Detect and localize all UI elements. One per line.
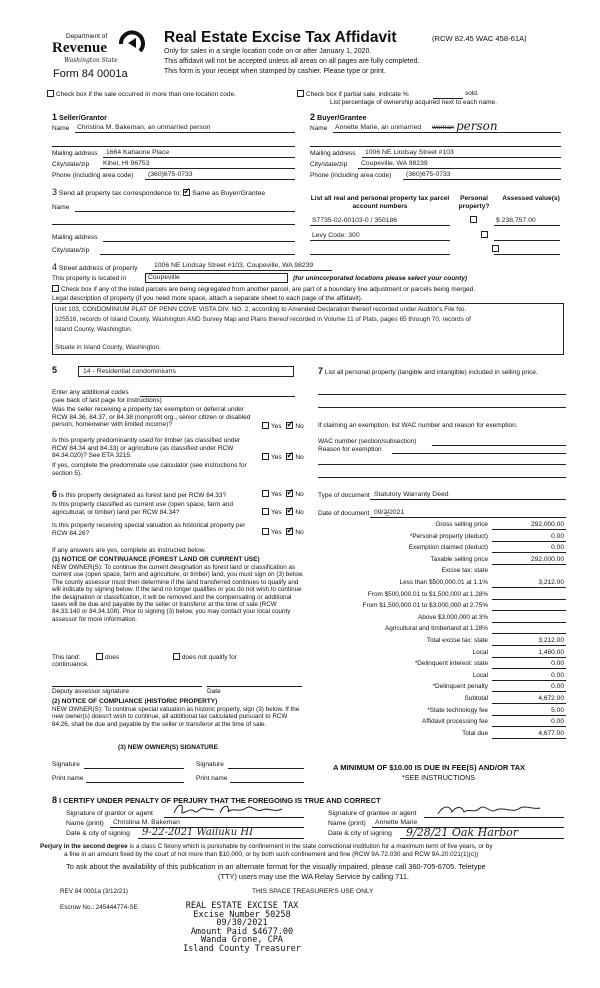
seller-mailing: 1664 Kahaone Place — [106, 149, 170, 156]
q-forest-yes-checkbox[interactable] — [262, 490, 269, 497]
grantee-name-label: Name (print) — [328, 820, 366, 827]
section4-street-label: Street address of property — [58, 265, 138, 272]
tax-row-label: *Delinquent penalty — [432, 683, 488, 691]
tax-row-label: Affidavit processing fee — [422, 718, 488, 726]
segregated-checkbox[interactable] — [52, 285, 59, 292]
tax-row-value[interactable]: 0.00 — [492, 660, 566, 669]
tax-row — [318, 695, 566, 706]
q-historic: Is this property receiving special valuation as historical property per RCW 84.26? — [52, 522, 246, 537]
header-note-1: Only for sales in a single location code on or after January 1, 2020. — [164, 48, 372, 55]
tax-row — [318, 544, 566, 555]
tax-row — [318, 660, 566, 671]
same-as-buyer-label: Same as Buyer/Grantee — [192, 190, 266, 197]
tax-row-value[interactable]: 1,460.00 — [492, 649, 566, 658]
not-qualify-label: does not qualify for — [181, 654, 237, 661]
stamp-line-4: Amount Paid $4677.00 — [190, 926, 294, 937]
header-note-2: This affidavit will not be accepted unless all areas on all pages are fully completed. — [164, 58, 420, 65]
buyer-mailing-label: Mailing address — [310, 150, 356, 157]
deputy-date-label: Date — [207, 688, 221, 695]
located-select[interactable] — [145, 273, 288, 283]
q-historic-no-checkbox[interactable] — [286, 528, 293, 535]
additional-codes-label: Enter any additional codes — [52, 389, 129, 396]
new-owner-signature-title: (3) NEW OWNER(S) SIGNATURE — [118, 744, 218, 751]
tax-row-value[interactable]: 3,212.00 — [492, 579, 566, 588]
no-label: No — [295, 454, 304, 461]
tax-row-label: Subtotal — [464, 695, 488, 702]
seller-name: Christina M. Bakeman, an unmarried person — [77, 124, 211, 131]
buyer-phone: (360)675-0733 — [406, 171, 451, 178]
tax-row-label: Gross selling price — [435, 521, 488, 528]
property-address: 1006 NE Lindsay Street #103, Coupeville, WA 98239 — [154, 262, 314, 269]
q-forest-answer[interactable] — [262, 490, 304, 498]
grantor-signature-icon — [170, 801, 290, 819]
parcel-1: S7735-02-00103-0 / 350186 — [312, 217, 398, 224]
reason-field[interactable] — [392, 453, 566, 454]
segregated-check[interactable] — [52, 285, 475, 293]
multi-location-check[interactable] — [47, 90, 236, 98]
tax-row-label: Agricultural and timberland at 1.28% — [384, 625, 488, 633]
personal-col-header: Personal property? — [458, 195, 490, 210]
section3-city-label: City/state/zip — [52, 247, 90, 254]
segregated-label: Check box if any of the listed parcels are being segregated from another parcel, are part of a boundary line adjustment or parcels being merged. — [61, 286, 476, 293]
q-exemption-no-checkbox[interactable] — [286, 422, 293, 429]
section8-num: 8 — [52, 795, 58, 805]
doc-date-label: Date of document — [318, 510, 370, 517]
minimum-fee-note: A MINIMUM OF $10.00 IS DUE IN FEE(S) AND/OR TAX — [333, 763, 526, 772]
tax-row-value[interactable]: 0.00 — [492, 544, 566, 553]
section3-num: 3 — [52, 187, 58, 197]
perjury-line-2: a fine in an amount fixed by the court of not more than $10,000, or by both such confinement and fine (RCW 9A.72.030 and RCW 9A.20.021(1)(c)) — [64, 851, 479, 858]
partial-sale-label: Check box if partial sale, indicate % — [306, 91, 409, 98]
tax-row-value[interactable]: 292,000.00 — [492, 521, 566, 530]
form-number: Form 84 0001a — [53, 68, 128, 80]
buyer-heading-label: Buyer/Grantee — [317, 113, 367, 122]
tax-row — [318, 533, 566, 544]
tax-row-value[interactable]: 5.00 — [492, 707, 566, 716]
does-label: does — [105, 654, 120, 661]
tax-row-label: *Delinquent interest: state — [414, 660, 488, 668]
no-label: No — [295, 491, 304, 498]
certify-text: I CERTIFY UNDER PENALTY OF PERJURY THAT THE FOREGOING IS TRUE AND CORRECT — [59, 796, 381, 805]
yes-label: Yes — [271, 491, 282, 498]
tax-row — [318, 556, 566, 567]
tax-row — [318, 579, 566, 590]
tax-row-label: Total excise tax: state — [426, 637, 488, 644]
wac-label: WAC number (section/subsection) — [318, 438, 417, 445]
partial-sale-check[interactable] — [297, 90, 409, 98]
see-instructions-note: *SEE INSTRUCTIONS — [402, 773, 476, 782]
reason-label: Reason for exemption — [318, 446, 382, 453]
revenue-logo-icon — [118, 30, 146, 56]
tax-row — [318, 521, 566, 532]
same-as-buyer-checkbox[interactable] — [183, 189, 190, 196]
section7-label: List all personal property (tangible and intangible) included in selling price. — [324, 369, 538, 376]
tax-row-label: Taxable selling price — [430, 555, 488, 563]
section7-text — [318, 367, 566, 377]
notice-continuance-body: NEW OWNER(S): To continue the current designation as forest land or classification as current use (open space, farm and agriculture, or timber) land, you must sign on (3) below. The county assessor must then determine if the land transferred continues to qualify and will indicate by signing below. If the land no longer qualifies or you do not wish to continue the designation or classification, it will be removed and the compensating or additional taxes will be due and payable by the seller or transferor at the time of sale (RCW 84.33.140 or 84.34.108). Prior to signing (3) below, you may contact your local county assessor for more information. — [52, 564, 304, 623]
grantor-print-name: Christina M. Bakeman — [113, 819, 180, 826]
rev-number: REV 84 0001a (3/12/21) — [60, 888, 128, 895]
does-not-qualify-checkbox[interactable] — [173, 653, 180, 660]
buyer-name-handwritten: person — [456, 119, 498, 133]
q-current-use-answer[interactable] — [262, 508, 304, 516]
dept-state: Washington State — [64, 57, 118, 64]
multi-location-checkbox[interactable] — [47, 90, 54, 97]
land-use-code: 14 - Residential condominiums — [83, 368, 176, 375]
section3-name-label: Name — [52, 204, 70, 211]
yes-label: Yes — [271, 509, 282, 516]
tax-row-label: *Personal property (deduct) — [409, 532, 488, 540]
form-title: Real Estate Excise Tax Affidavit — [164, 29, 397, 46]
tax-row — [318, 591, 566, 602]
tax-row-value[interactable] — [492, 614, 566, 623]
tax-row — [318, 718, 566, 729]
q-timber: Is this property predominantly used for timber (as classified under RCW 84.34 and 84.33) or agriculture (as classified under RCW 84.34.020)? See ETA 3215. — [52, 437, 241, 459]
tax-row-value[interactable] — [492, 591, 566, 600]
q-historic-yes-checkbox[interactable] — [262, 528, 269, 535]
section5-num: 5 — [52, 365, 58, 375]
no-label: No — [295, 509, 304, 516]
buyer-mailing: 1006 NE Lindsay Street #103 — [365, 149, 454, 156]
escrow-number: Escrow No.: 245444774-SE — [60, 904, 138, 911]
buyer-heading — [310, 112, 367, 122]
claim-exemption-label: If claiming an exemption, list WAC number and reason for exemption. — [318, 422, 518, 429]
tax-row-value[interactable]: 0.00 — [492, 683, 566, 692]
tax-row — [318, 649, 566, 660]
seller-heading-label: Seller/Grantor — [59, 113, 107, 122]
tax-row-label: Excise tax: state — [441, 567, 488, 575]
owner-signature-2-label: Signature — [196, 761, 224, 768]
legal-description-box[interactable] — [52, 303, 564, 355]
q-timber-note: If yes, complete the predominate use calculator (see instructions for section 5). — [52, 462, 247, 477]
tax-row — [318, 730, 566, 741]
list-percentage-note: List percentage of ownership acquired next to each name. — [330, 99, 497, 106]
seller-heading-num: 1 — [52, 112, 58, 122]
q-exemption: Was the seller receiving a property tax exemption or deferral under RCW 84.36, 84.37, or 84.38 (nonprofit org., senior citizen or disabled person, homeowner with limited income)? — [52, 406, 251, 428]
section4-num: 4 — [52, 262, 58, 272]
yes-label: Yes — [271, 454, 282, 461]
legal-line-1: Unit 103, CONDOMINIUM PLAT OF PENN COVE VISTA DIV. NO. 2, according to Amended Declaration thereof recorded under Auditor's File No. — [55, 306, 467, 313]
grantee-print-name: Annette Marie — [375, 819, 418, 826]
tax-row — [318, 567, 566, 578]
deputy-signature-label: Deputy assessor signature — [52, 688, 129, 695]
tax-row — [318, 602, 566, 613]
owner-print-2-line[interactable] — [230, 782, 304, 783]
tax-row-label: From $500,000.01 to $1,500,000 at 1.28% — [367, 590, 488, 598]
tax-row-value[interactable]: 0.00 — [492, 672, 566, 681]
tax-row-label: *State technology fee — [427, 706, 488, 714]
grantor-name-label: Name (print) — [66, 820, 104, 827]
tax-row — [318, 614, 566, 625]
parcel-1-personal-checkbox[interactable] — [470, 216, 477, 223]
owner-print-2-label: Print name — [196, 775, 228, 782]
if-any-yes: If any answers are yes, complete as instructed below. — [52, 547, 206, 554]
grantee-signature-icon — [434, 802, 544, 818]
seller-heading — [52, 112, 107, 122]
tax-row-label: Less than $500,000.01 at 1.1% — [399, 579, 488, 586]
yes-label: Yes — [271, 529, 282, 536]
grantee-date-city: 9/28/21 Oak Harbor — [406, 826, 518, 839]
tax-row — [318, 683, 566, 694]
notice-compliance-body: NEW OWNER(S): To continue special valuation as historic property, sign (3) below. If the new owner(s) doesn't wish to continue, all additional tax calculated pursuant to RCW 84.26, shall be due and payable by the seller or transferor at the time of sale. — [52, 706, 300, 728]
tax-row-value[interactable] — [492, 602, 566, 611]
additional-codes-note: (see back of last page for instructions) — [52, 397, 162, 404]
tax-row — [318, 637, 566, 648]
legal-line-2: 325516, records of Island County, Washington AND Survey Map and Plans thereof recorded in Volume 11 of Plats, pages 65 through 70, records of — [55, 316, 471, 323]
tax-row-label: Exemption claimed (deduct) — [408, 544, 488, 552]
q-timber-answer[interactable] — [262, 453, 304, 461]
q-current-use-yes-checkbox[interactable] — [262, 508, 269, 515]
tax-row-value[interactable]: 3,212.00 — [492, 637, 566, 646]
seller-name-label: Name — [52, 125, 70, 132]
section3-mailing-label: Mailing address — [52, 234, 98, 241]
q-forest-no-checkbox[interactable] — [286, 490, 293, 497]
wac-field[interactable] — [432, 445, 566, 446]
q-forest-label: Is this property designated as forest land per RCW 84.33? — [58, 492, 227, 499]
q-exemption-yes-checkbox[interactable] — [262, 422, 269, 429]
dept-name: Revenue — [52, 40, 107, 56]
q-forest — [52, 489, 226, 499]
buyer-city: Coupeville, WA 98239 — [361, 160, 428, 167]
seller-phone: (360)675-0733 — [148, 171, 193, 178]
q-exemption-answer[interactable] — [262, 422, 304, 430]
grantor-date-city: 9-22-2021 Wailuku HI — [142, 827, 254, 838]
section4-label — [52, 262, 138, 272]
header-note-3: This form is your receipt when stamped by cashier. Please type or print. — [164, 68, 386, 75]
q-timber-yes-checkbox[interactable] — [262, 453, 269, 460]
parcel-1-value: $ 238,757.00 — [496, 217, 536, 224]
accessibility-line-1: To ask about the availability of this publication in an alternate format for the visually impaired, please call 360-705-6705. Teletype — [66, 862, 486, 871]
doc-date-value: 09/2̶̲/2021 — [374, 509, 405, 516]
tax-row-value[interactable] — [492, 625, 566, 634]
tax-row — [318, 707, 566, 718]
seller-city: Kihei, HI 96753 — [103, 160, 150, 167]
this-land-row — [52, 653, 237, 661]
buyer-name-label: Name — [310, 125, 328, 132]
notice-compliance-title: (2) NOTICE OF COMPLIANCE (HISTORIC PROPERTY) — [52, 698, 218, 705]
legal-desc-label: Legal description of property (if you need more space, attach a separate sheet to each page of the affidavit). — [52, 295, 363, 302]
parcel-col-header: List all real and personal property tax parcel account numbers — [310, 195, 450, 210]
stamp-line-3: 09/30/2021 — [216, 918, 268, 929]
tax-row-label: Total due — [462, 729, 488, 737]
tax-row-label: Local — [472, 671, 488, 679]
treasurer-stamp — [172, 902, 312, 954]
unincorporated-note: (for unincorporated locations please select your county) — [293, 275, 468, 282]
rcw-reference: (RCW 82.45 WAC 458-61A) — [432, 34, 527, 43]
dept-line: Department of — [66, 33, 108, 40]
grantee-date-label: Date & city of signing — [328, 830, 392, 837]
continuance-label: continuance. — [52, 661, 89, 668]
owner-signature-2-line[interactable] — [228, 768, 304, 769]
tax-row-value[interactable]: 292,000.00 — [492, 556, 566, 565]
q-timber-no-checkbox[interactable] — [286, 453, 293, 460]
q-current-use-no-checkbox[interactable] — [286, 508, 293, 515]
owner-print-1-line[interactable] — [86, 782, 184, 783]
owner-print-1-label: Print name — [52, 775, 84, 782]
tax-row — [318, 625, 566, 636]
stamp-line-1: REAL ESTATE EXCISE TAX — [185, 901, 299, 911]
legal-line-4: Situate in Island County, Washington. — [55, 344, 161, 351]
partial-sale-checkbox[interactable] — [297, 90, 304, 97]
legal-line-3: Island County, Washington. — [55, 326, 133, 333]
doc-type-value: Statutory Warranty Deed — [374, 491, 449, 498]
notice-continuance-title: (1) NOTICE OF CONTINUANCE (FOREST LAND OR CURRENT USE) — [52, 556, 260, 563]
q-historic-answer[interactable] — [262, 528, 304, 536]
partial-sold-label: sold. — [465, 90, 479, 97]
located-label: This property is located in — [52, 275, 127, 282]
section7-num: 7 — [318, 366, 324, 376]
yes-label: Yes — [271, 423, 282, 430]
this-land-label: This land: — [52, 654, 81, 661]
section6-num: 6 — [52, 489, 58, 499]
land-use-select[interactable] — [78, 366, 294, 377]
buyer-phone-label: Phone (including area code) — [310, 172, 392, 179]
located-value: Coupeville — [148, 274, 180, 281]
does-qualify-checkbox[interactable] — [96, 653, 103, 660]
assessed-col-header: Assessed value(s) — [502, 195, 560, 202]
grantor-date-label: Date & city of signing — [66, 830, 130, 837]
buyer-name-struck: woman — [432, 124, 454, 131]
accessibility-line-2: (TTY) users may use the WA Relay Service by calling 711. — [218, 872, 409, 881]
perjury-text-1: is a class C felony which is punishable by confinement in the state correctional institution for a maximum term of five years, or by — [129, 843, 493, 850]
tax-row-value[interactable]: 4,672.00 — [492, 695, 566, 704]
grantor-signature-label: Signature of grantor or agent — [66, 810, 153, 817]
doc-type-label: Type of document — [318, 492, 370, 499]
section3-text: Send all property tax correspondence to: — [58, 190, 182, 197]
buyer-name: Annette Marie, an unmarried — [335, 124, 422, 131]
seller-phone-label: Phone (including area code) — [52, 172, 134, 179]
section3-heading — [52, 187, 265, 197]
owner-signature-1-line[interactable] — [84, 768, 184, 769]
q-current-use: Is this property classified as current use (open space, farm and agricultural, or timber) land per RCW 84.34? — [52, 501, 234, 516]
seller-city-label: City/state/zip — [52, 161, 90, 168]
stamp-line-5: Wanda Grone, CPA — [201, 935, 283, 946]
stamp-line-6: Island County Treasurer — [183, 943, 301, 954]
tax-row — [318, 672, 566, 683]
tax-row-value[interactable]: 0.00 — [492, 718, 566, 727]
tax-row-label: From $1,500,000.01 to $3,000,000 at 2.75% — [362, 602, 488, 610]
grantee-signature-label: Signature of grantee or agent — [328, 810, 417, 817]
parcel-2: Levy Code: 300 — [312, 232, 360, 239]
seller-mailing-label: Mailing address — [52, 150, 98, 157]
no-label: No — [295, 423, 304, 430]
parcel-3-personal-checkbox[interactable] — [492, 245, 499, 252]
tax-row-value[interactable]: 4,677.00 — [492, 730, 566, 739]
multi-location-label: Check box if the sale occurred in more than one location code. — [56, 91, 236, 98]
stamp-line-2: Excise Number 50258 — [193, 909, 291, 920]
owner-signature-1-label: Signature — [52, 761, 80, 768]
no-label: No — [295, 529, 304, 536]
perjury-bold: Perjury in the second degree — [40, 843, 128, 850]
parcel-2-personal-checkbox[interactable] — [481, 231, 488, 238]
tax-row-label: Local — [472, 648, 488, 656]
treasurer-note: THIS SPACE TREASURER'S USE ONLY — [252, 888, 374, 895]
tax-row-label: Above $3,000,000 at 3% — [418, 613, 488, 621]
tax-row-value[interactable]: 0.00 — [492, 533, 566, 542]
buyer-heading-num: 2 — [310, 112, 316, 122]
buyer-city-label: City/state/zip — [310, 161, 348, 168]
perjury-line-1 — [40, 843, 493, 850]
